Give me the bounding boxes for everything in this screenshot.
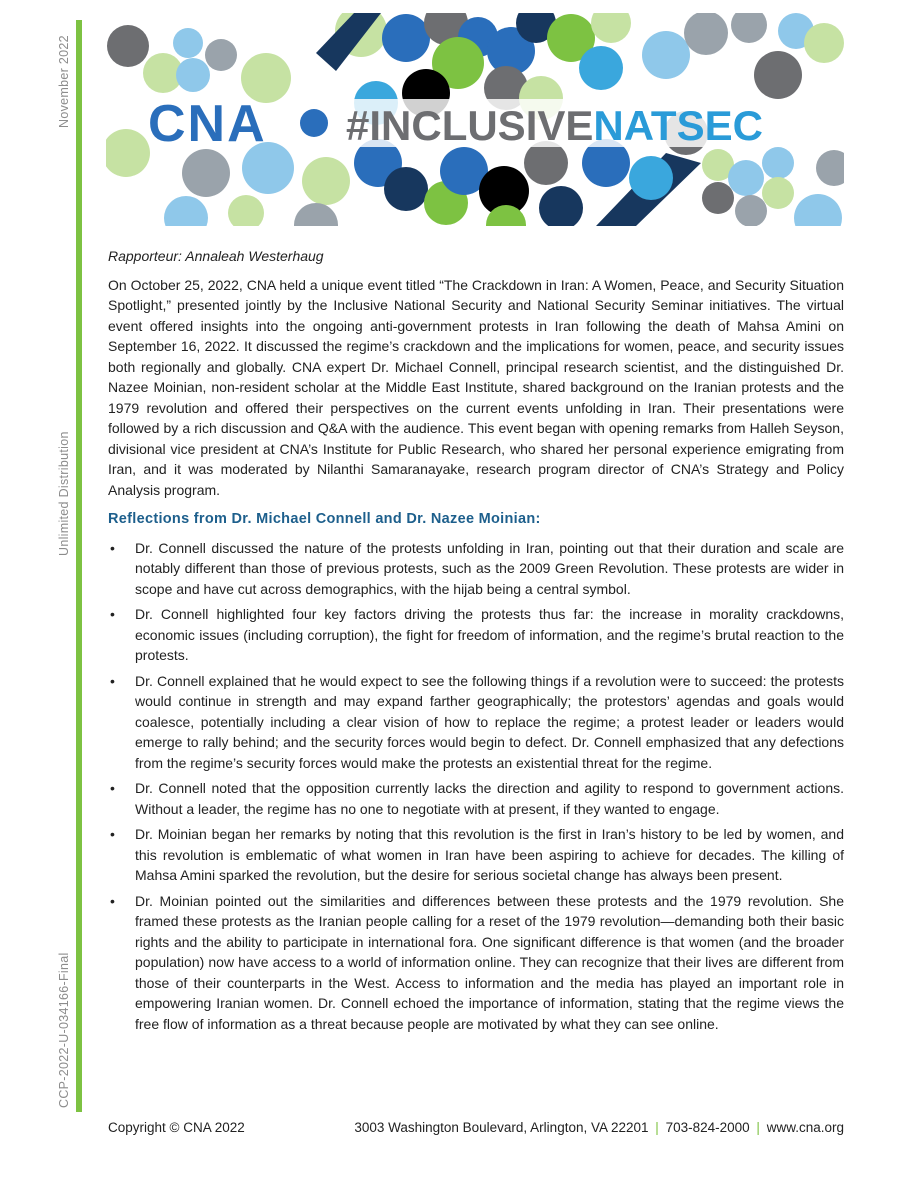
footer-separator: | — [756, 1120, 760, 1135]
sidebar-date: November 2022 — [57, 35, 71, 128]
document-body — [108, 246, 844, 1039]
cna-logo-text: CNA — [148, 95, 267, 153]
list-item: • Dr. Connell highlighted four key factors driving the protests thus far: the increase in morality crackdowns, economic issues (including corruption), the fight for freedom of information, and the regime’s brutal reaction to the protests. — [110, 606, 844, 663]
hashtag-suffix: NATSEC — [593, 102, 763, 149]
list-item: • Dr. Moinian began her remarks by noting that this revolution is the first in Iran’s history to be led by women, and this revolution is emblematic of what women in Iran have been aspiring to achieve for decades. The killing of Mahsa Amini sparked the revolution, but the desire for serious societal change has always been present. — [110, 826, 844, 883]
footer-copyright: Copyright © CNA 2022 — [108, 1120, 245, 1135]
footer-phone: 703-824-2000 — [665, 1120, 750, 1135]
header-banner — [106, 13, 844, 226]
rapporteur: Rapporteur: Annaleah Westerhaug — [108, 248, 324, 264]
footer-website-link[interactable]: www.cna.org — [766, 1120, 844, 1135]
bullet-icon: • — [110, 539, 115, 556]
sidebar-distribution: Unlimited Distribution — [57, 431, 71, 556]
footer-contact — [354, 1120, 844, 1135]
intro-paragraph: On October 25, 2022, CNA held a unique event titled “The Crackdown in Iran: A Women, Peace, and Security Situation Spotlight,” presented jointly by the Inclusive National Security and National Security Seminar initiatives. The virtual event offered insights into the ongoing anti-government protests in Iran following the death of Mahsa Amini on September 16, 2022. It discussed the regime’s crackdown and the implications for women, peace, and security issues both regionally and globally. CNA expert Dr. Michael Connell, principal research scientist, and the distinguished Dr. Nazee Moinian, non-resident scholar at the Middle East Institute, shared background on the Iranian protests and the 1979 revolution and offered their perspectives on the current events unfolding in Iran. Their presentations were followed by a rich discussion and Q&A with the audience. This event began with opening remarks from Halleh Seyson, divisional vice president at CNA’s Institute for Public Research, who shared her personal experience emigrating from Iran, and it was moderated by Nilanthi Samaranayake, research program director of CNA’s Strategy and Policy Analysis program. — [108, 276, 844, 498]
side-accent-bar — [76, 20, 82, 1112]
list-item: • Dr. Connell explained that he would expect to see the following things if a revolution were to succeed: the protests would continue in strength and may expand farther geographically; the protestors’ agendas and goals would coalesce, potentially including a clear vision of how to replace the regime; a protest leader or leaders would emerge to rally behind; and the security forces would begin to defect. Dr. Connell emphasized that any defections from the regime’s security forces would make the protests an existential threat for the regime. — [110, 672, 844, 771]
bullet-icon: • — [110, 892, 115, 909]
hashtag-prefix: #INCLUSIVE — [346, 102, 594, 149]
section-heading: Reflections from Dr. Michael Connell and Dr. Nazee Moinian: — [108, 511, 541, 527]
logo-dot-icon — [300, 109, 328, 137]
list-item: • Dr. Connell noted that the opposition currently lacks the direction and agility to respond to government actions. Without a leader, the regime has no one to negotiate with at present, if they wanted to engage. — [110, 780, 844, 817]
list-item: • Dr. Moinian pointed out the similarities and differences between these protests and the 1979 revolution. She framed these protests as the Iranian people calling for a reset of the 1979 revolution—demanding both their basic rights and the ability to participate in international fora. One significant difference is that women (and the broader population) now have access to a world of information online. They can recognize that their lives are different from those of their counterparts in the West. Access to information and the media has played an important role in empowering Iranian women. Dr. Connell echoed the importance of information, stating that the regime views the free flow of information as a threat because people are motivated by what they can see online. — [110, 892, 844, 1032]
reflections-list — [108, 538, 844, 1035]
banner-graphic — [106, 13, 844, 226]
bullet-icon: • — [110, 780, 115, 796]
footer-separator: | — [655, 1120, 659, 1135]
bullet-icon: • — [110, 672, 115, 689]
list-item: • Dr. Connell discussed the nature of the protests unfolding in Iran, pointing out that their duration and scale are notably different than those of previous protests, such as the 2009 Green Revolution. These protests are wider in scope and have cut across demographics, with the hijab being a central symbol. — [110, 539, 844, 597]
page-footer — [108, 1120, 844, 1135]
bullet-icon: • — [110, 826, 115, 842]
hashtag-title — [340, 99, 800, 149]
sidebar-document-code: CCP-2022-U-034166-Final — [57, 952, 71, 1108]
footer-address: 3003 Washington Boulevard, Arlington, VA 22201 — [354, 1120, 649, 1135]
bullet-icon: • — [110, 606, 115, 622]
svg-text:#INCLUSIVENATSEC — [346, 102, 763, 149]
